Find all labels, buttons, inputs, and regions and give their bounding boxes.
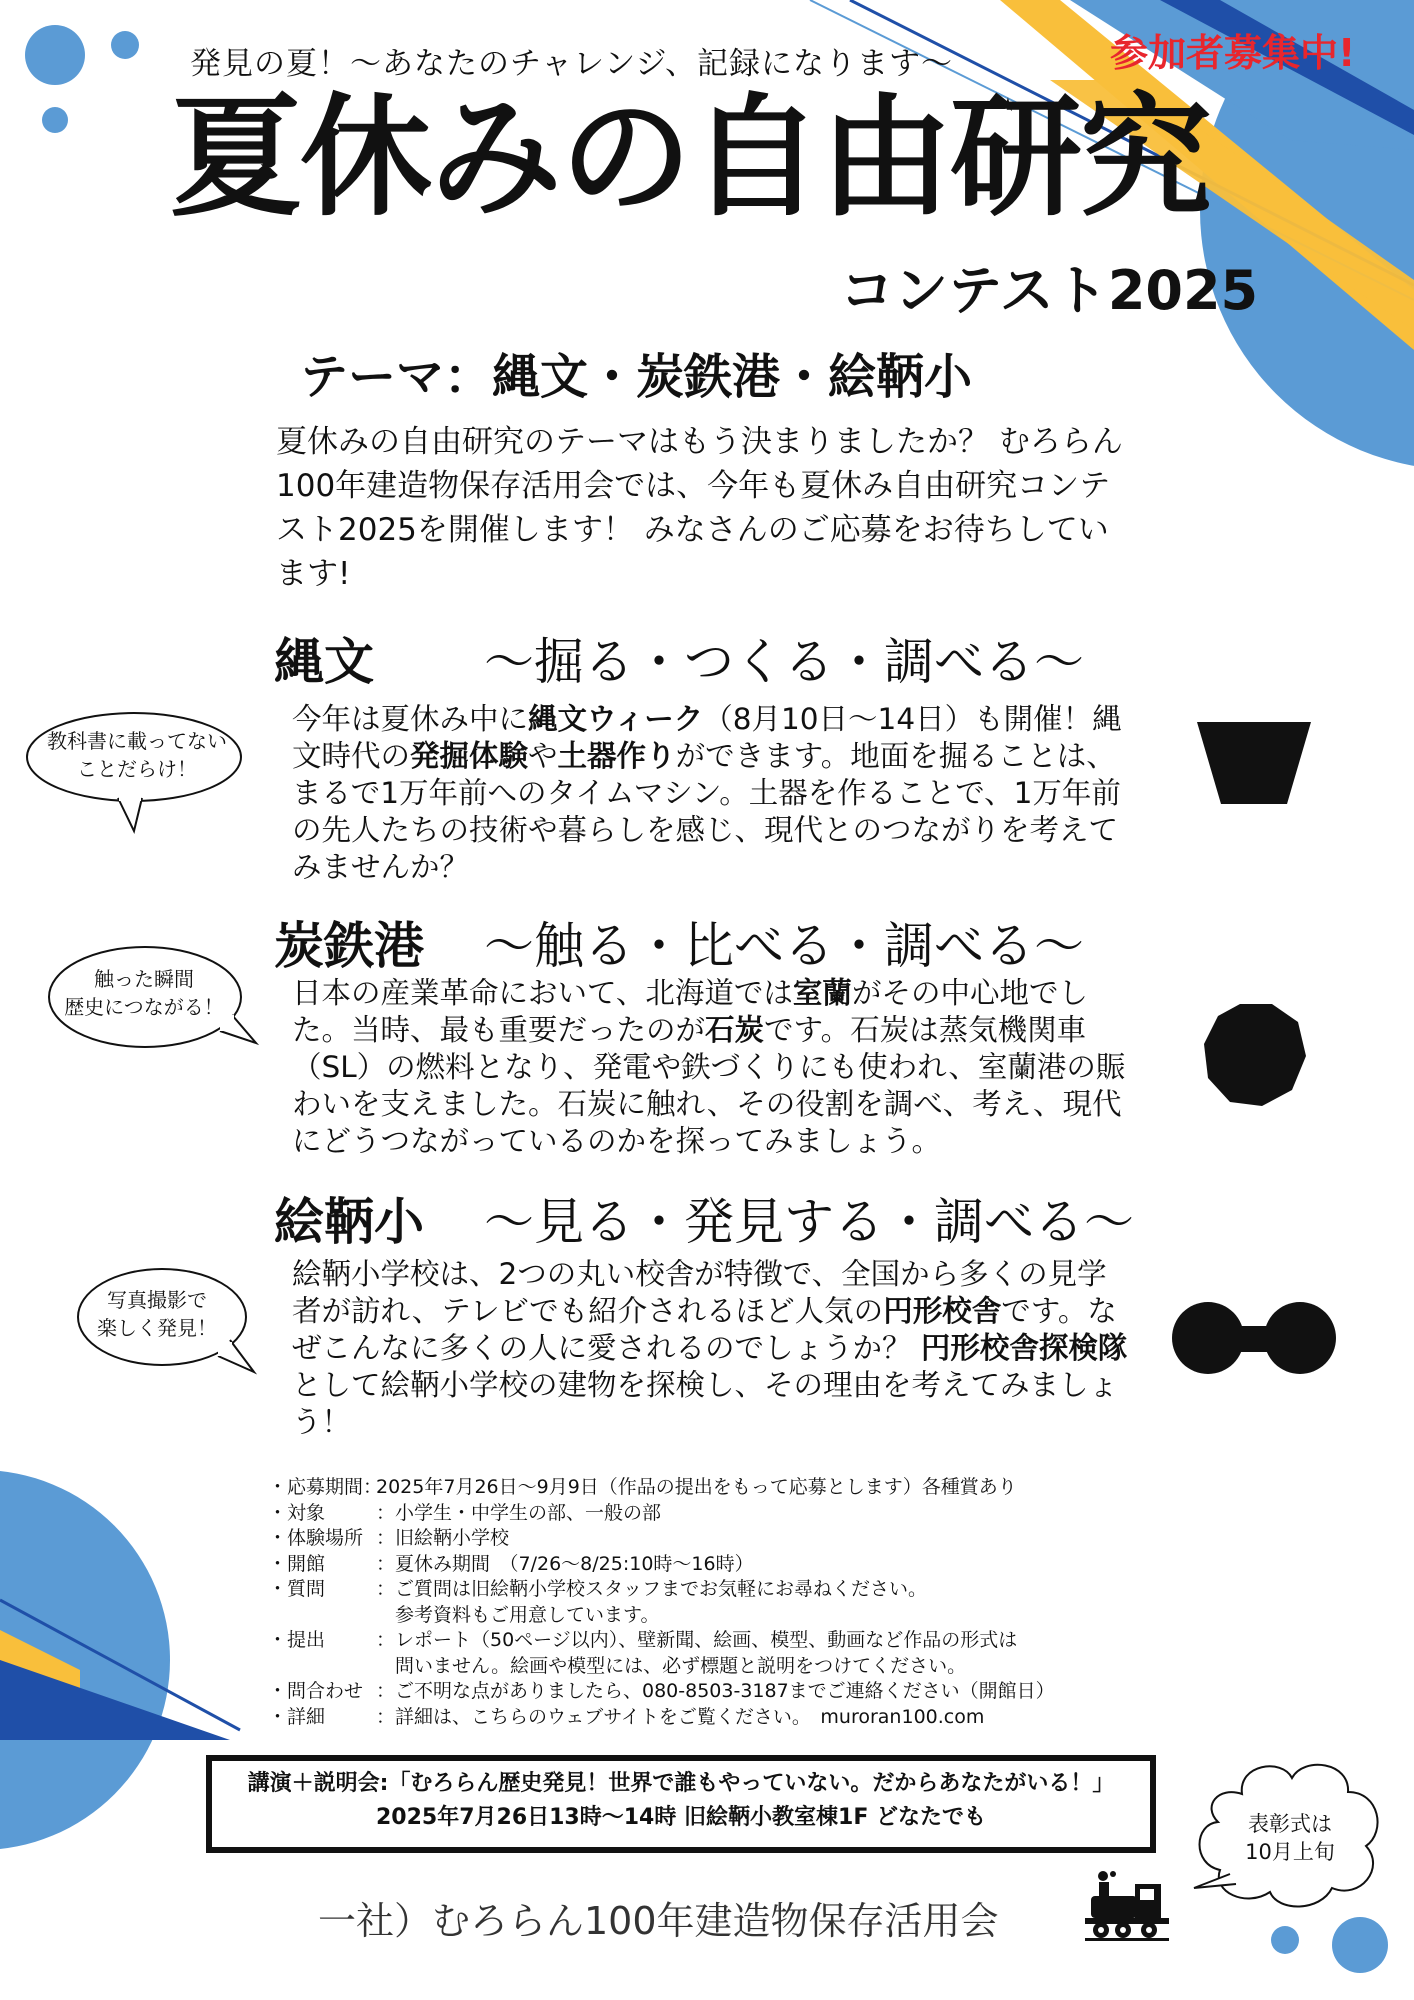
detail-row <box>268 1475 1055 1501</box>
detail-label: ・提出 <box>268 1629 326 1651</box>
section-text-run: 日本の産業革命において、北海道では <box>292 976 793 1010</box>
section-text-run: です。石炭は蒸気機関車（SL）の燃料となり、発電や鉄づくりにも使われ、室蘭港の賑わいを支えました。石炭に触れ、その役割を調べ、考え、現代にどうつながっているのかを探ってみましょう。 <box>292 1013 1126 1158</box>
section-tantekko-name: 炭鉄港 <box>274 917 424 975</box>
detail-value: ：小学生・中学生の部、一般の部 <box>376 1501 662 1524</box>
bottom-right-dot-1 <box>1271 1926 1299 1954</box>
detail-label: ・開館 <box>268 1552 326 1575</box>
section-text-run: や <box>528 739 558 773</box>
detail-value: ：夏休み期間 （7/26～8/25:10時～16時） <box>376 1552 754 1575</box>
section-text-run: （8月10日～14日）も開催！縄文時代の <box>292 702 1122 773</box>
detail-row <box>268 1705 1055 1731</box>
contest-subtitle: コンテスト2025 <box>840 259 1259 322</box>
lecture-line-2: 2025年7月26日13時～14時 旧絵鞆小教室棟1F どなたでも <box>375 1805 987 1830</box>
detail-value: ：詳細は、こちらのウェブサイトをご覧ください。 muroran100.com <box>376 1705 985 1728</box>
section-etomo-name: 絵鞆小 <box>274 1193 424 1251</box>
section-text-run: として絵鞆小学校の建物を探検し、その理由を考えてみましょう！ <box>292 1368 1119 1439</box>
speech-bubble-jomon: 教科書に載ってない ことだらけ！ <box>22 705 252 835</box>
detail-row <box>268 1552 1055 1578</box>
organization-name: 一社）むろらん100年建造物保存活用会 <box>318 1899 999 1943</box>
detail-label: ・体験場所 <box>268 1527 364 1549</box>
detail-label: ・応募期間： <box>268 1476 383 1498</box>
section-text-run: 縄文ウィーク <box>528 702 704 736</box>
section-etomo-heading <box>274 1182 1134 1254</box>
section-jomon-name: 縄文 <box>274 633 374 691</box>
round-buildings-icon <box>1170 1298 1340 1378</box>
detail-row <box>268 1577 1055 1628</box>
top-left-dot-1 <box>25 25 85 85</box>
award-cloud-bubble: 表彰式は 10月上旬 <box>1190 1752 1390 1917</box>
speech-bubble-tantekko: 触った瞬間 歴史につながる！ <box>40 935 260 1055</box>
section-text-run: です。なぜこんなに多くの人に愛されるのでしょうか？ <box>292 1294 1117 1365</box>
detail-label: ・質問 <box>268 1578 326 1600</box>
detail-value: ：レポート（50ページ以内）、壁新聞、絵画、模型、動画など作品の形式は 問いません。絵画や模型には、必ず標題と説明をつけてください。 <box>376 1629 1018 1677</box>
detail-value: ：ご質問は旧絵鞆小学校スタッフまでお気軽にお尋ねください。 参考資料もご用意しています。 <box>376 1578 928 1626</box>
intro-text: 夏休みの自由研究のテーマはもう決まりましたか？ むろらん100年建造物保存活用会では、今年も夏休み自由研究コンテスト2025を開催します！ みなさんのご応募をお待ちしています! <box>276 424 1123 592</box>
details-list <box>268 1475 1055 1730</box>
detail-value: ：旧絵鞆小学校 <box>376 1527 510 1549</box>
section-jomon-heading <box>274 622 1084 694</box>
section-etomo-slogan: ～見る・発見する・調べる～ <box>484 1193 1134 1251</box>
section-text-run: 絵鞆小学校は、2つの丸い校舎が特徴で、全国から多くの見学者が訪れ、テレビでも紹介されるほど人気の <box>292 1257 1107 1328</box>
tagline: 発見の夏！～あなたのチャレンジ、記録になります～ <box>190 46 954 82</box>
recruiting-badge: 参加者募集中! <box>1110 31 1356 75</box>
bottom-right-dot-2 <box>1332 1917 1388 1973</box>
section-tantekko-slogan: ～触る・比べる・調べる～ <box>484 917 1084 975</box>
detail-row <box>268 1628 1055 1679</box>
section-tantekko-body <box>292 975 1132 1160</box>
detail-label: ・問合わせ <box>268 1680 364 1702</box>
lecture-box <box>206 1755 1156 1853</box>
detail-row <box>268 1526 1055 1552</box>
section-jomon-slogan: ～掘る・つくる・調べる～ <box>484 633 1084 691</box>
speech-bubble-etomo: 写真撮影で 楽しく発見！ <box>70 1262 260 1382</box>
detail-value: ：ご不明な点がありましたら、080-8503-3187までご連絡ください（開館日） <box>376 1680 1055 1702</box>
section-text-run: 今年は夏休み中に <box>292 702 529 736</box>
theme-heading: テーマ：縄文・炭鉄港・絵鞆小 <box>300 349 973 405</box>
steam-locomotive-icon <box>1085 1870 1170 1942</box>
section-text-run: 発掘体験 <box>410 739 529 773</box>
detail-label: ・詳細 <box>268 1705 326 1728</box>
trapezoid-icon <box>1195 718 1315 808</box>
section-etomo-body <box>292 1256 1132 1441</box>
detail-label: ・対象 <box>268 1501 326 1524</box>
detail-row <box>268 1501 1055 1527</box>
detail-row <box>268 1679 1055 1705</box>
page-title: 夏休みの自由研究 <box>170 81 1210 235</box>
top-left-dot-2 <box>111 31 139 59</box>
coal-icon <box>1200 1000 1310 1110</box>
section-text-run: 土器作り <box>557 739 676 773</box>
section-text-run: 室蘭 <box>792 976 852 1010</box>
lecture-line-1: 講演＋説明会:「むろらん歴史発見！世界で誰もやっていない。だからあなたがいる！」 <box>247 1771 1115 1796</box>
section-text-run: 円形校舎探検隊 <box>920 1331 1128 1365</box>
section-jomon-body <box>292 701 1132 886</box>
section-tantekko-heading <box>274 906 1084 978</box>
top-left-dot-3 <box>42 107 68 133</box>
section-text-run: 円形校舎 <box>883 1294 1002 1328</box>
section-text-run: がその中心地でした。当時、最も重要だったのが <box>292 976 1088 1047</box>
detail-value: 2025年7月26日～9月9日（作品の提出をもって応募とします）各種賞あり <box>376 1476 1017 1498</box>
section-text-run: ができます。地面を掘ることは、まるで1万年前へのタイムマシン。土器を作ることで、1万年前の先人たちの技術や暮らしを感じ、現代とのつながりを考えてみませんか？ <box>292 739 1121 884</box>
section-text-run: 石炭 <box>705 1013 765 1047</box>
